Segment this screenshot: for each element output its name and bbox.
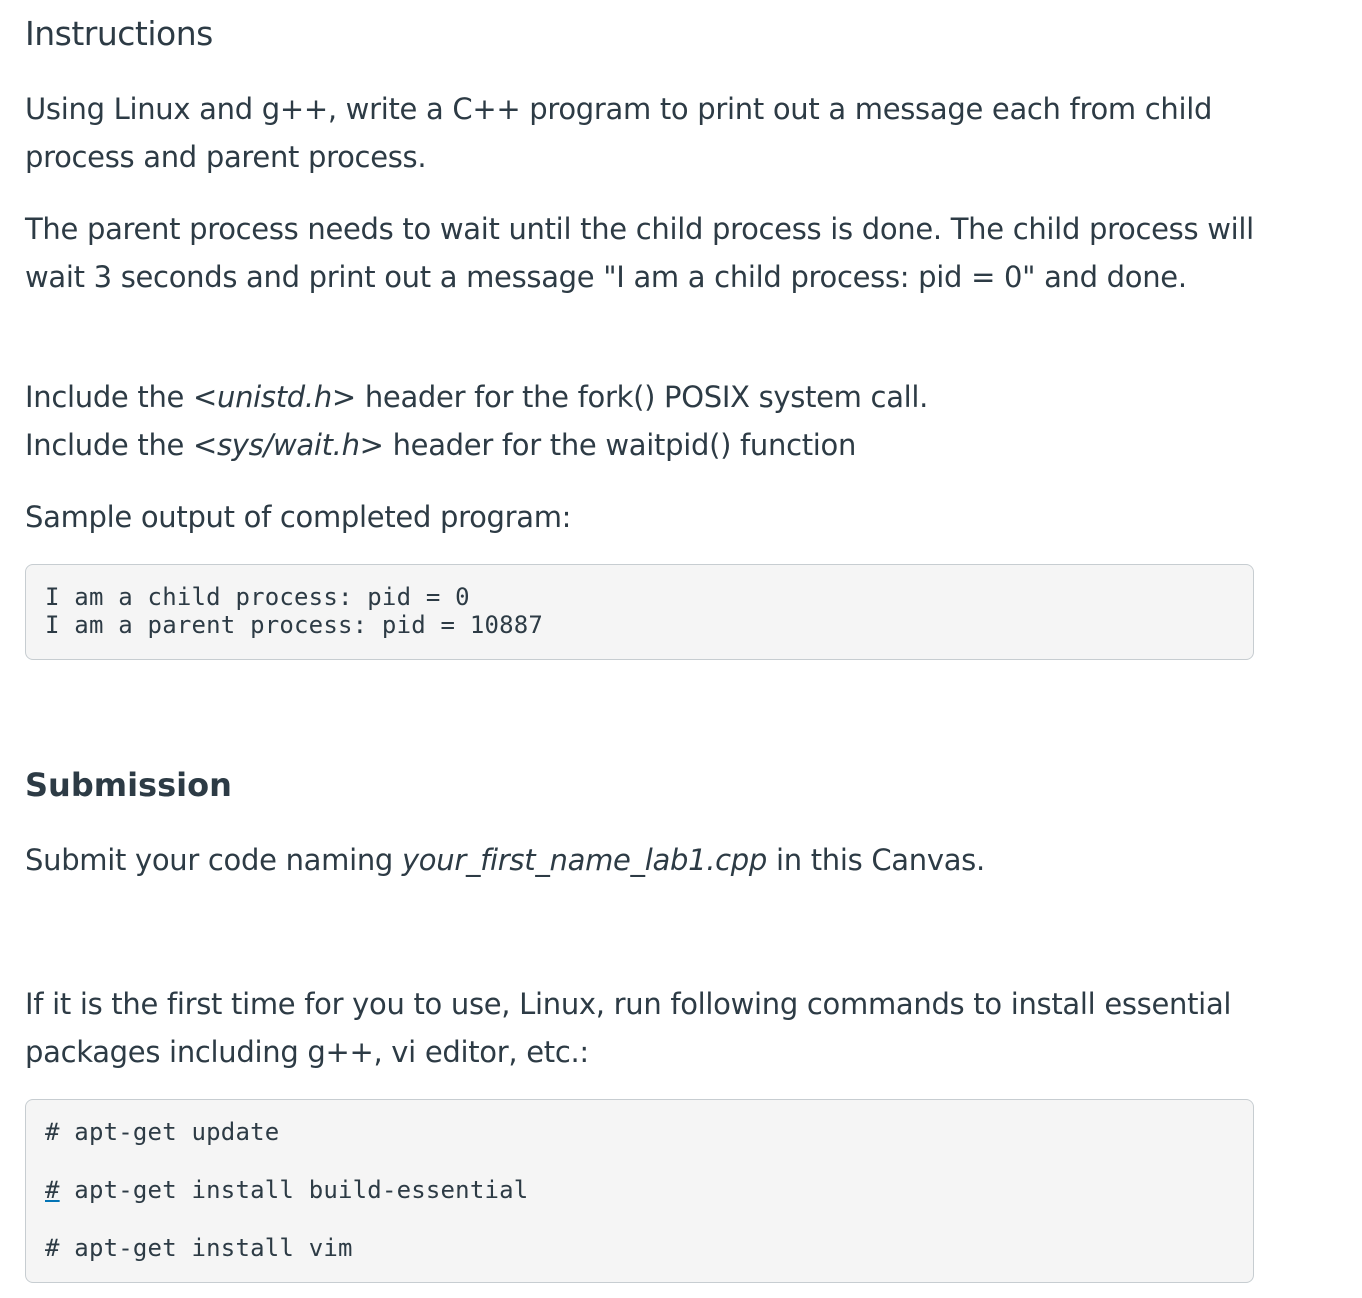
sample-output-line: I am a parent process: pid = 10887 bbox=[45, 611, 544, 639]
submit-prefix: Submit your code naming bbox=[25, 843, 402, 877]
sample-output-block bbox=[25, 564, 1254, 660]
linux-note-paragraph: If it is the first time for you to use, Linux, run following commands to install essential packages including g++, vi editor, etc.: bbox=[25, 987, 1232, 1069]
command-line bbox=[45, 1176, 1234, 1204]
command-prompt: # bbox=[45, 1118, 60, 1146]
include2-suffix: header for the waitpid() function bbox=[383, 428, 857, 462]
install-commands-block bbox=[25, 1099, 1254, 1283]
command-line bbox=[45, 1234, 1234, 1262]
sample-output-line: I am a child process: pid = 0 bbox=[45, 583, 470, 611]
submit-paragraph bbox=[25, 836, 1256, 884]
command-text: apt-get install vim bbox=[59, 1234, 353, 1262]
command-prompt: # bbox=[45, 1234, 60, 1262]
include2-header: <sys/wait.h> bbox=[193, 428, 384, 462]
command-text: apt-get install build-essential bbox=[59, 1176, 529, 1204]
include1-suffix: header for the fork() POSIX system call. bbox=[355, 380, 929, 414]
include1-prefix: Include the bbox=[25, 380, 193, 414]
intro-paragraph: Using Linux and g++, write a C++ program to print out a message each from child process and parent process. bbox=[25, 92, 1213, 174]
sample-label: Sample output of completed program: bbox=[25, 500, 572, 534]
submit-suffix: in this Canvas. bbox=[767, 843, 985, 877]
include1-header: <unistd.h> bbox=[193, 380, 356, 414]
command-line bbox=[45, 1118, 1234, 1146]
submission-heading: Submission bbox=[25, 766, 232, 804]
command-text: apt-get update bbox=[59, 1118, 280, 1146]
instructions-heading: Instructions bbox=[25, 14, 213, 53]
submit-filename: your_first_name_lab1.cpp bbox=[401, 843, 768, 877]
command-prompt-link[interactable]: # bbox=[45, 1176, 60, 1204]
include-paragraph bbox=[25, 373, 1256, 469]
include2-prefix: Include the bbox=[25, 428, 193, 462]
wait-paragraph: The parent process needs to wait until the child process is done. The child process will wait 3 seconds and print out a message "I am a child process: pid = 0" and done. bbox=[25, 212, 1254, 294]
